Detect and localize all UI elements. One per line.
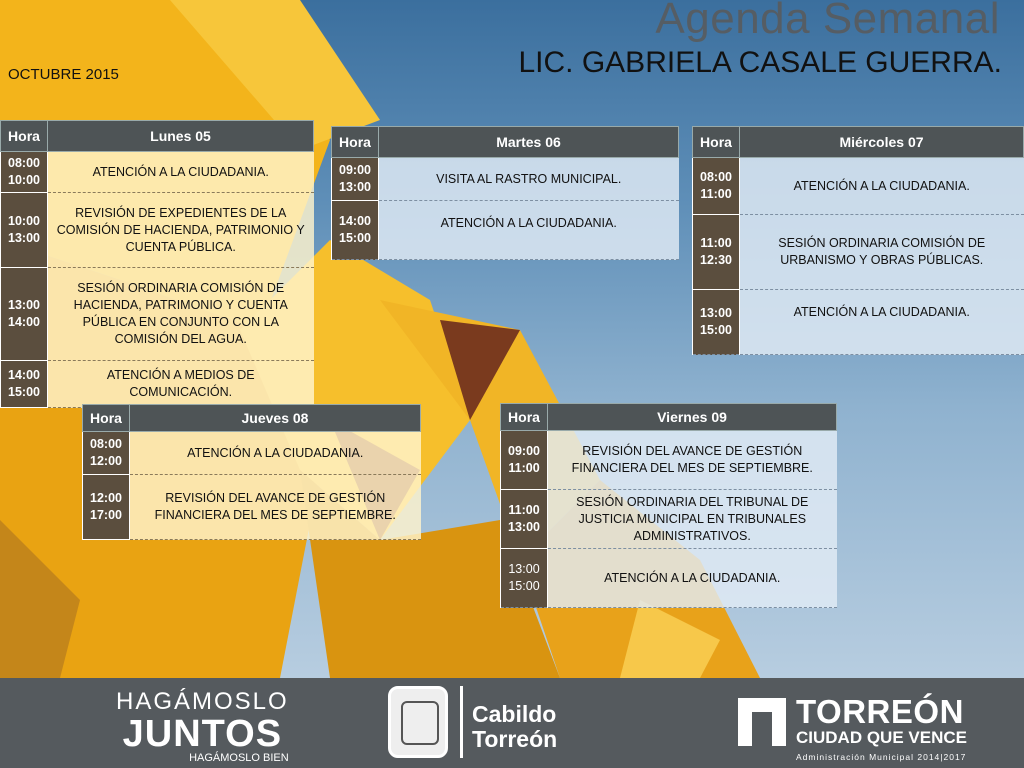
person-name: LIC. GABRIELA CASALE GUERRA. (518, 46, 1002, 79)
hora-header: Hora (332, 127, 379, 158)
activity-cell: ATENCIÓN A LA CIUDADANIA. (548, 549, 837, 608)
torreon-sub-text: CIUDAD QUE VENCE (796, 728, 967, 747)
table-row (501, 431, 837, 490)
schedule-table-monday (0, 120, 314, 408)
hora-header: Hora (1, 121, 48, 152)
time-cell: 08:00 11:00 (693, 158, 740, 215)
table-row (332, 201, 679, 260)
activity-cell: VISITA AL RASTRO MUNICIPAL. (379, 158, 679, 201)
hora-header: Hora (693, 127, 740, 158)
table-row (693, 215, 1024, 290)
activity-cell: ATENCIÓN A MEDIOS DE COMUNICACIÓN. (48, 361, 314, 408)
time-cell: 09:00 13:00 (332, 158, 379, 201)
table-row (501, 549, 837, 608)
schedule-table-thursday (82, 404, 421, 540)
table-row (83, 432, 421, 475)
table-row (1, 193, 314, 268)
time-cell: 14:00 15:00 (332, 201, 379, 260)
activity-cell: SESIÓN ORDINARIA DEL TRIBUNAL DE JUSTICIA MUNICIPAL EN TRIBUNALES ADMINISTRATIVOS. (548, 490, 837, 549)
page-title: Agenda Semanal (655, 0, 1000, 43)
table-row (1, 361, 314, 408)
time-cell: 08:00 10:00 (1, 152, 48, 193)
activity-cell: ATENCIÓN A LA CIUDADANIA. (740, 158, 1024, 215)
time-cell: 12:00 17:00 (83, 475, 130, 540)
day-header: Viernes 09 (548, 404, 837, 431)
schedule-table-friday (500, 403, 837, 608)
time-cell: 11:00 12:30 (693, 215, 740, 290)
activity-cell: SESIÓN ORDINARIA COMISIÓN DE URBANISMO Y OBRAS PÚBLICAS. (740, 215, 1024, 290)
time-cell: 13:00 15:00 (693, 290, 740, 355)
activity-cell: ATENCIÓN A LA CIUDADANIA. (130, 432, 421, 475)
activity-cell: ATENCIÓN A LA CIUDADANIA. (48, 152, 314, 193)
table-row (693, 158, 1024, 215)
torreon-logo-icon (738, 698, 786, 746)
logo-main-text: JUNTOS (122, 713, 283, 755)
time-cell: 13:00 14:00 (1, 268, 48, 361)
torreon-admin-text: Administración Municipal 2014|2017 (796, 752, 967, 762)
hagamoslo-juntos-logo (116, 688, 289, 764)
hora-header: Hora (501, 404, 548, 431)
activity-cell: ATENCIÓN A LA CIUDADANIA. (740, 290, 1024, 355)
day-header: Jueves 08 (130, 405, 421, 432)
schedule-table-tuesday (331, 126, 679, 260)
schedule-table-wednesday (692, 126, 1024, 355)
cabildo-label: Cabildo Torreón (472, 701, 558, 752)
activity-cell: ATENCIÓN A LA CIUDADANIA. (379, 201, 679, 260)
table-row (83, 475, 421, 540)
month-label: OCTUBRE 2015 (8, 66, 119, 83)
activity-cell: REVISIÓN DEL AVANCE DE GESTIÓN FINANCIERA DEL MES DE SEPTIEMBRE. (130, 475, 421, 540)
time-cell: 13:00 15:00 (501, 549, 548, 608)
table-row (693, 290, 1024, 355)
logo-sub-text: HAGÁMOSLO BIEN (189, 752, 289, 764)
day-header: Martes 06 (379, 127, 679, 158)
time-cell: 09:00 11:00 (501, 431, 548, 490)
table-row (1, 268, 314, 361)
activity-cell: REVISIÓN DEL AVANCE DE GESTIÓN FINANCIERA DEL MES DE SEPTIEMBRE. (548, 431, 837, 490)
day-header: Lunes 05 (48, 121, 314, 152)
table-row (1, 152, 314, 193)
activity-cell: SESIÓN ORDINARIA COMISIÓN DE HACIENDA, PATRIMONIO Y CUENTA PÚBLICA EN CONJUNTO CON LA COMISIÓN DEL AGUA. (48, 268, 314, 361)
divider (460, 686, 463, 758)
table-row (501, 490, 837, 549)
hora-header: Hora (83, 405, 130, 432)
activity-cell: REVISIÓN DE EXPEDIENTES DE LA COMISIÓN DE HACIENDA, PATRIMONIO Y CUENTA PÚBLICA. (48, 193, 314, 268)
torreon-main-text: TORREÓN (796, 693, 964, 730)
logo-top-text: HAGÁMOSLO (116, 688, 289, 715)
municipal-seal-icon (388, 686, 448, 758)
time-cell: 14:00 15:00 (1, 361, 48, 408)
torreon-logo (796, 693, 967, 762)
time-cell: 11:00 13:00 (501, 490, 548, 549)
table-row (332, 158, 679, 201)
day-header: Miércoles 07 (740, 127, 1024, 158)
time-cell: 10:00 13:00 (1, 193, 48, 268)
time-cell: 08:00 12:00 (83, 432, 130, 475)
